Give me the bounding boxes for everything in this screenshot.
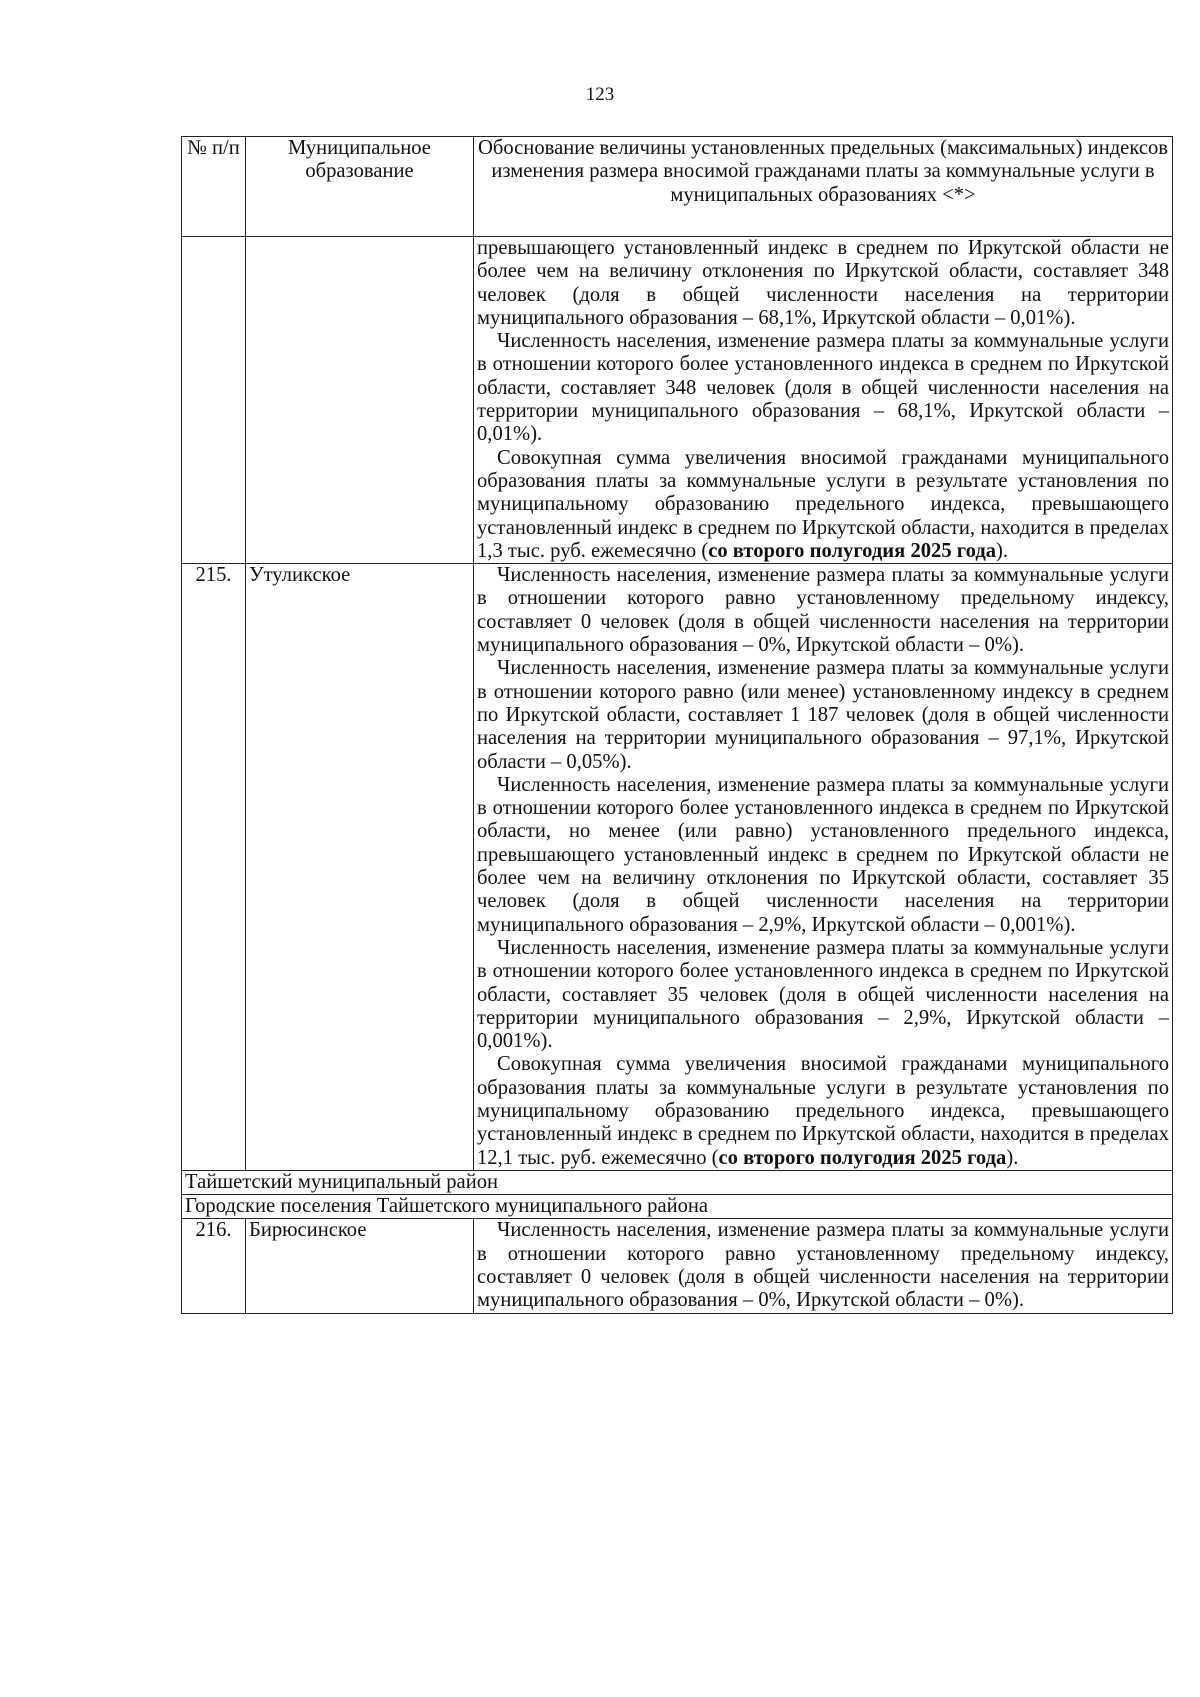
- district-heading: Тайшетский муниципальный район: [182, 1170, 1173, 1194]
- page-number: 123: [585, 84, 615, 105]
- subsection-row: [182, 1195, 1173, 1219]
- subsection-heading: Городские поселения Тайшетского муниципального района: [182, 1195, 1173, 1219]
- table-row-215: [182, 564, 1173, 1171]
- table-header-row: [182, 137, 1173, 237]
- row-number: 215.: [182, 564, 246, 1171]
- municipality-name: Утуликское: [246, 564, 474, 1171]
- period-highlight: со второго полугодия 2025 года: [708, 539, 997, 562]
- paragraph-total: Совокупная сумма увеличения вносимой гражданами муниципального образования платы за коммунальные услуги в результате установления по муниципальному образованию предельного индекса, превышающего установленный индекс в среднем по Иркутской области, находится в пределах 12,1 тыс. руб. ежемесячно (со второго полугодия 2025 года).: [477, 1053, 1169, 1169]
- table-row-continued: [182, 237, 1173, 564]
- cell-num-empty: [182, 237, 246, 564]
- paragraph: Численность населения, изменение размера платы за коммунальные услуги в отношении которого равно установленному предельному индексу, составляет 0 человек (доля в общей численности населения на территории муниципального образования – 0%, Иркутской области – 0%).: [477, 1219, 1169, 1312]
- paragraph: превышающего установленный индекс в среднем по Иркутской области не более чем на величину отклонения по Иркутской области, составляет 348 человек (доля в общей численности населения на территории муниципального образования – 68,1%, Иркутской области – 0,01%).: [477, 237, 1169, 329]
- paragraph: Численность населения, изменение размера платы за коммунальные услуги в отношении которого более установленного индекса в среднем по Иркутской области, составляет 348 человек (доля в общей численности населения на территории муниципального образования – 68,1%, Иркутской области – 0,01%).: [477, 330, 1169, 446]
- table-row-216: [182, 1219, 1173, 1313]
- municipality-name: Бирюсинское: [246, 1219, 474, 1313]
- paragraph: Численность населения, изменение размера платы за коммунальные услуги в отношении которого более установленного индекса в среднем по Иркутской области, составляет 35 человек (доля в общей численности населения на территории муниципального образования – 2,9%, Иркутской области – 0,001%).: [477, 936, 1169, 1053]
- paragraph-total: Совокупная сумма увеличения вносимой гражданами муниципального образования платы за коммунальные услуги в результате установления по муниципальному образованию предельного индекса, превышающего установленный индекс в среднем по Иркутской области, находится в пределах 1,3 тыс. руб. ежемесячно (со второго полугодия 2025 года).: [477, 446, 1169, 562]
- period-highlight: со второго полугодия 2025 года: [718, 1146, 1007, 1169]
- cell-justification: [474, 237, 1173, 564]
- indices-table: [181, 136, 1173, 1314]
- header-justification: Обоснование величины установленных предельных (максимальных) индексов изменения размера вносимой гражданами платы за коммунальные услуги в муниципальных образованиях <*>: [474, 137, 1173, 237]
- paragraph: Численность населения, изменение размера платы за коммунальные услуги в отношении которого равно установленному предельному индексу, составляет 0 человек (доля в общей численности населения на территории муниципального образования – 0%, Иркутской области – 0%).: [477, 564, 1169, 657]
- section-row: [182, 1170, 1173, 1194]
- paragraph: Численность населения, изменение размера платы за коммунальные услуги в отношении которого равно (или менее) установленному индексу в среднем по Иркутской области, составляет 1 187 человек (доля в общей численности населения на территории муниципального образования – 97,1%, Иркутской области – 0,05%).: [477, 657, 1169, 773]
- cell-name-empty: [246, 237, 474, 564]
- row-number: 216.: [182, 1219, 246, 1313]
- cell-justification: [474, 564, 1173, 1171]
- cell-justification: [474, 1219, 1173, 1313]
- paragraph: Численность населения, изменение размера платы за коммунальные услуги в отношении которого более установленного индекса в среднем по Иркутской области, но менее (или равно) установленного предельного индекса, превышающего установленный индекс в среднем по Иркутской области не более чем на величину отклонения по Иркутской области, составляет 35 человек (доля в общей численности населения на территории муниципального образования – 2,9%, Иркутской области – 0,001%).: [477, 773, 1169, 936]
- header-num: № п/п: [182, 137, 246, 237]
- header-municipality: Муниципальное образование: [246, 137, 474, 237]
